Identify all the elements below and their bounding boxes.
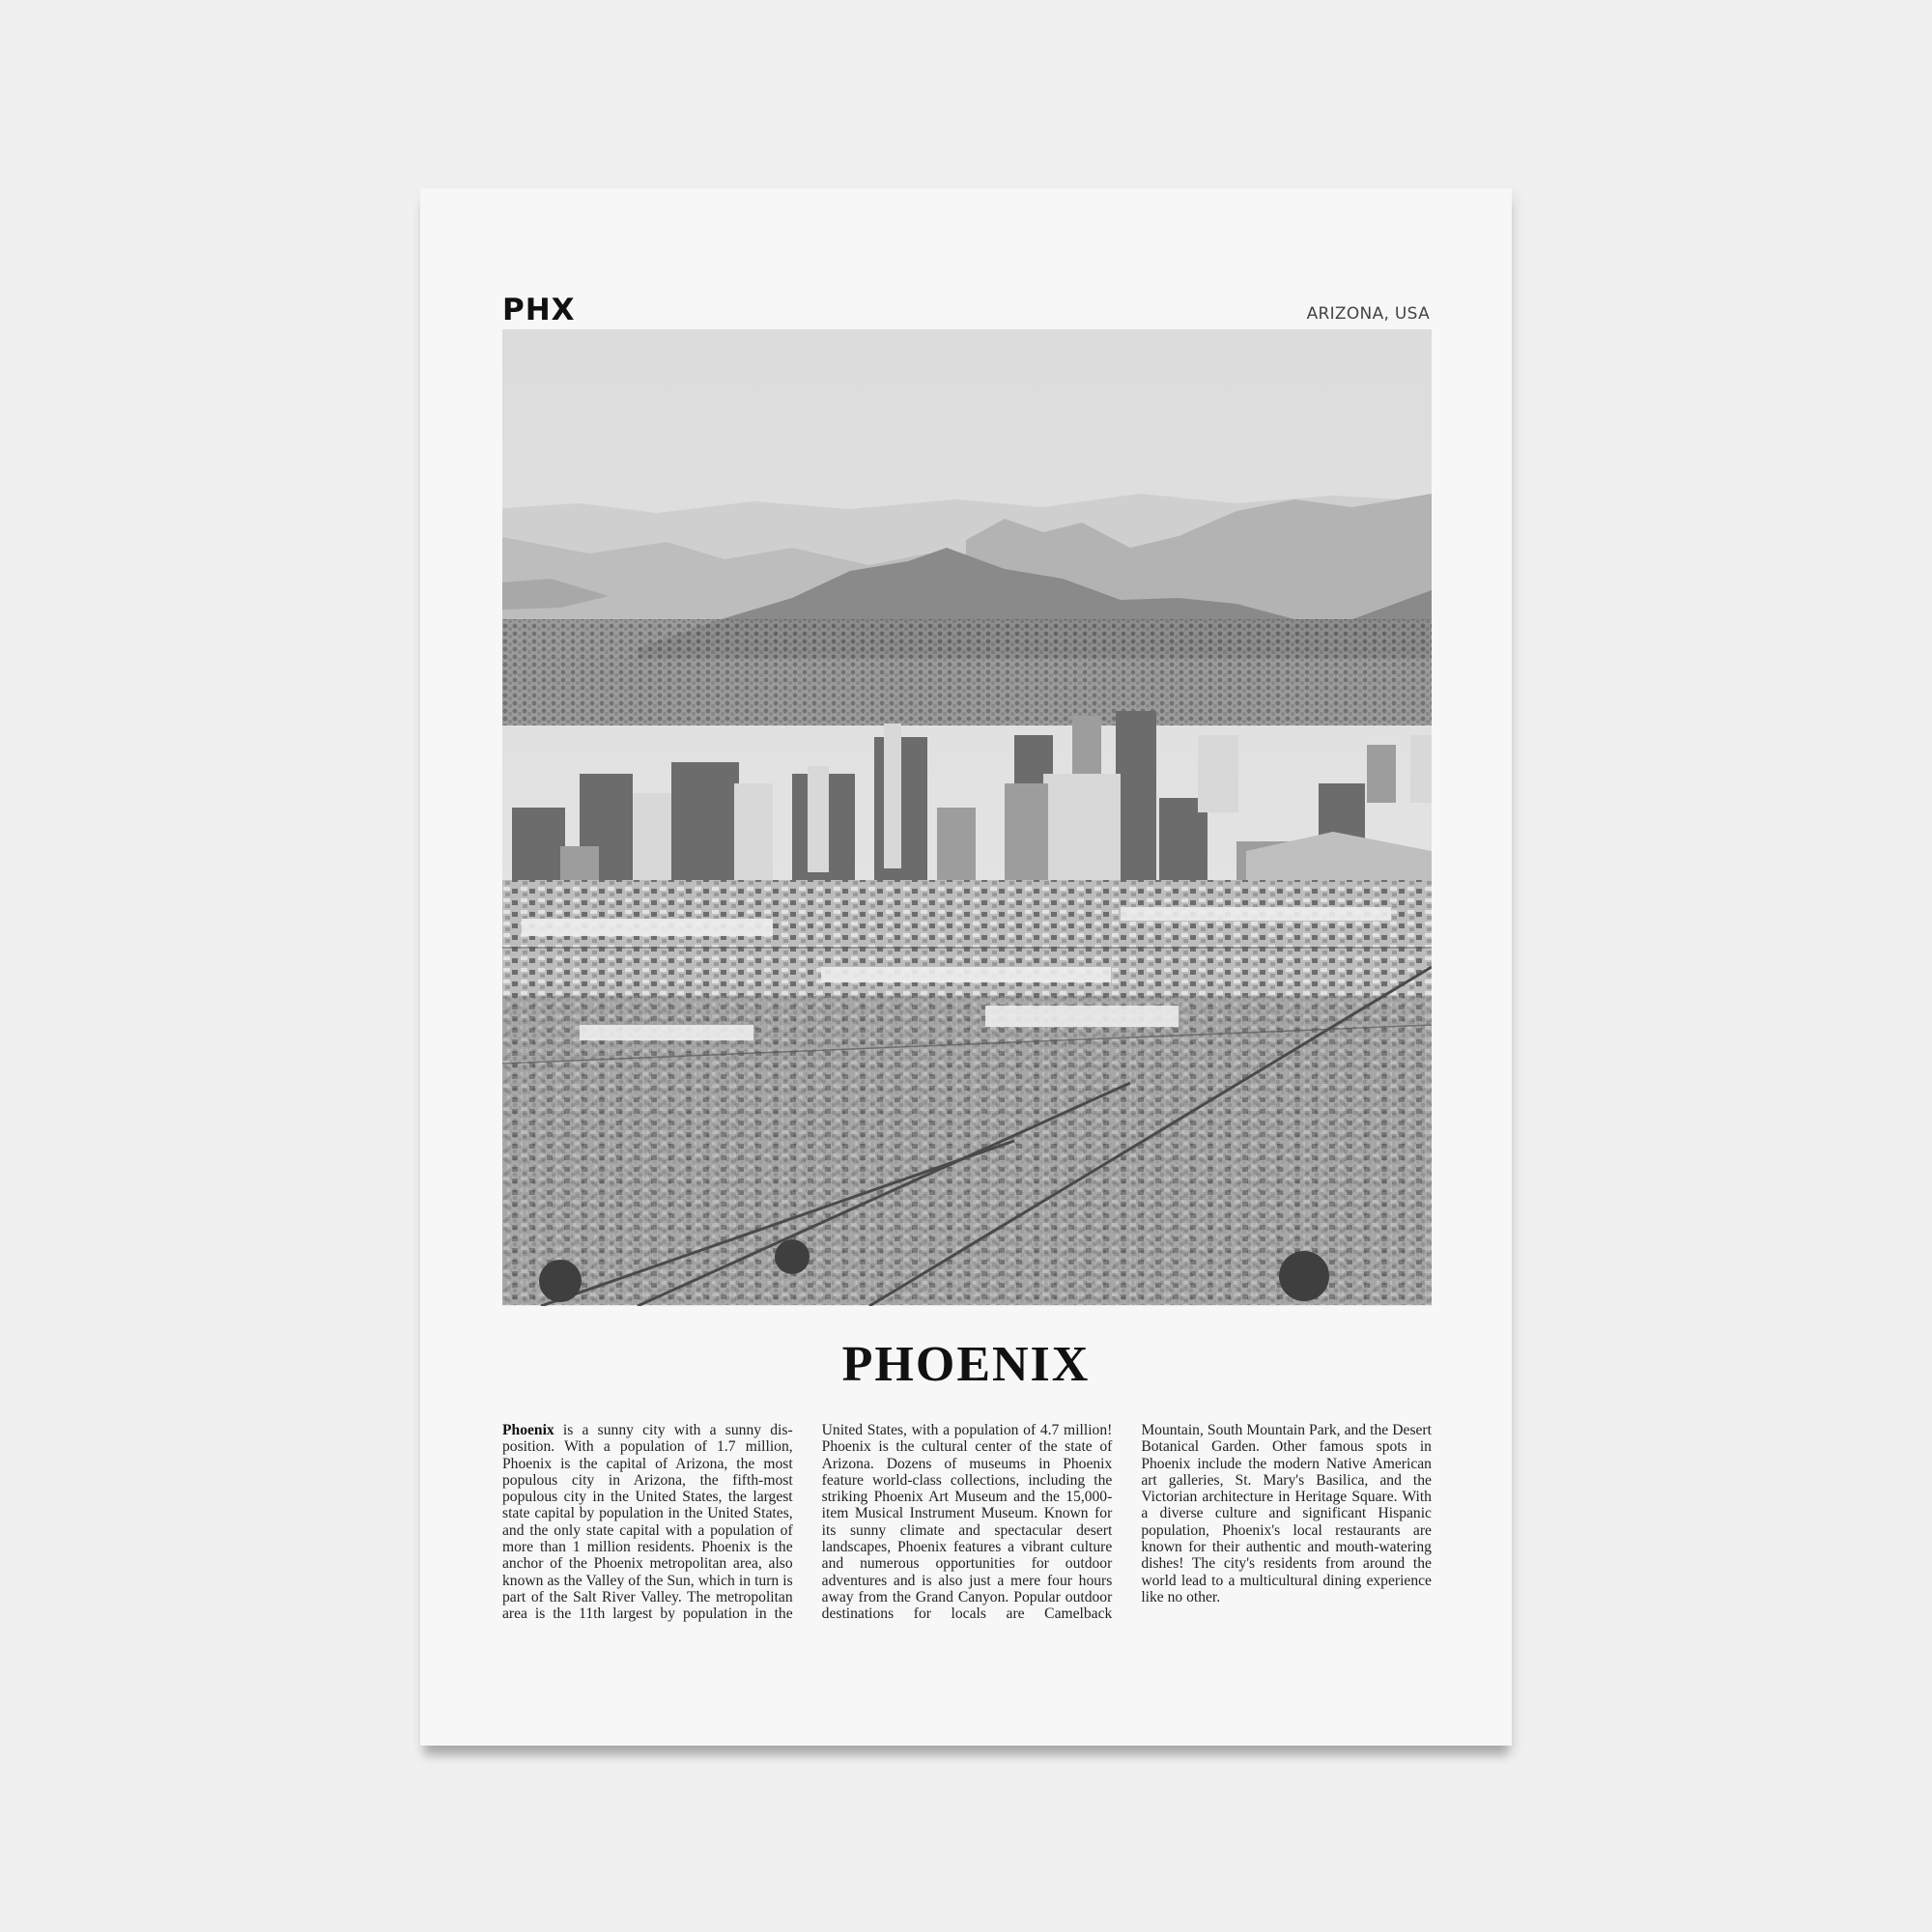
- city-title: PHOENIX: [841, 1337, 1091, 1392]
- poster: [420, 188, 1512, 1746]
- city-description: [502, 1422, 1432, 1623]
- region-label: ARIZONA, USA: [1306, 304, 1430, 324]
- city-skyline-photo: [502, 329, 1432, 1306]
- description-text: is a sunny city with a sunny disposition. With a population of 1.7 million, Phoenix is the capital of Arizona, the most populous city in Arizona, the fifth-most populous city in the United States, the largest state capital by population in the United States, and the only state capital with a population of more than 1 million residents. Phoenix is the anchor of the Phoenix metropolitan area, also known as the Valley of the Sun, which in turn is part of the Salt River Valley. The metropolitan area is the 11th largest by population in the United States, with a population of 4.7 million! Phoenix is the cultural center of the state of Arizona. Dozens of museums in Phoenix feature world-class collections, including the striking Phoenix Art Museum and the 15,000-item Musical Instrument Museum. Known for its sunny climate and spectacular desert landscapes, Phoenix features a vibrant culture and numerous opportunities for outdoor adventures and is also just a mere four hours away from the Grand Canyon. Popular outdoor destinations for locals are Camelback Mountain, South Mountain Park, and the Desert Botanical Garden. Other famous spots in Phoenix include the modern Native American art galleries, St. Mary's Basilica, and the Victorian architecture in Heritage Square. With a diverse culture and significant Hispanic population, Phoenix's local restaurants are known for their authentic and mouth-watering dishes! The city's residents from around the world lead to a multicultural dining experience like no other.: [502, 1422, 1432, 1623]
- lead-word: Phoenix: [502, 1422, 554, 1438]
- city-code: PHX: [502, 293, 576, 327]
